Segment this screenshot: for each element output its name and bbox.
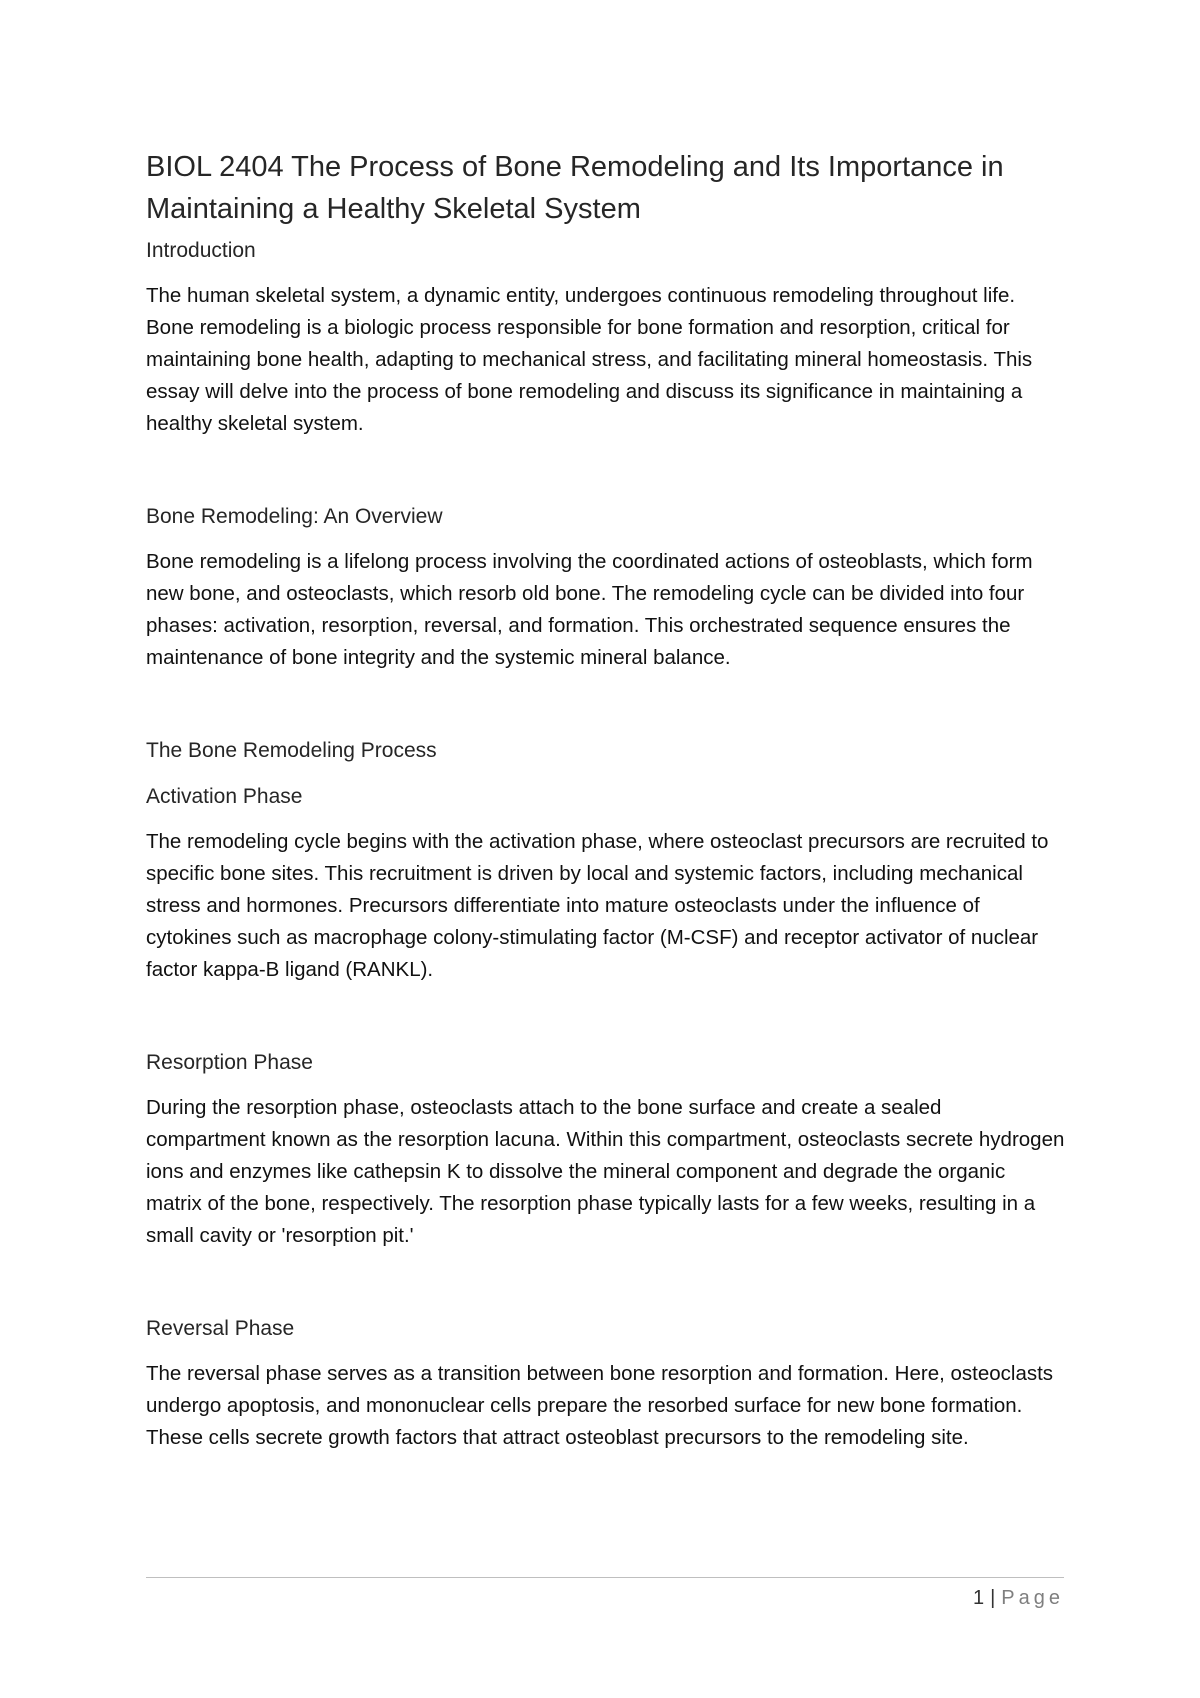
section-body-introduction: The human skeletal system, a dynamic entity, undergoes continuous remodeling throughout life. Bone remodeling is a biologic process responsible for bone formation and resorption, critical for maintaining bone health, adapting to mechanical stress, and facilitating mineral homeostasis. This essay will delve into the process of bone remodeling and discuss its significance in maintaining a healthy skeletal system. <box>146 284 1033 435</box>
section-body-reversal: The reversal phase serves as a transition between bone resorption and formation. Here, osteoclasts undergo apoptosis, and mononuclear cells prepare the resorbed surface for new bone formation. These cells secrete growth factors that attract osteoblast precursors to the remodeling site. <box>146 1362 1054 1449</box>
section-heading-overview: Bone Remodeling: An Overview <box>146 505 443 528</box>
section-body-resorption: During the resorption phase, osteoclasts attach to the bone surface and create a sealed compartment known as the resorption lacuna. Within this compartment, osteoclasts secrete hydrogen ions and enzymes like cathepsin K to dissolve the mineral component and degrade the organic matrix of the bone, respectively. The resorption phase typically lasts for a few weeks, resulting in a small cavity or 'resorption pit.' <box>146 1096 1065 1247</box>
section-body-overview: Bone remodeling is a lifelong process involving the coordinated actions of osteoblasts, which form new bone, and osteoclasts, which resorb old bone. The remodeling cycle can be divided into four phases: activation, resorption, reversal, and formation. This orchestrated sequence ensures the maintenance of bone integrity and the systemic mineral balance. <box>146 550 1033 669</box>
document-title: BIOL 2404 The Process of Bone Remodeling and Its Importance in Maintaining a Healthy Skeletal System <box>146 151 1004 225</box>
footer-separator: | <box>990 1587 996 1609</box>
section-heading-activation: Activation Phase <box>146 785 303 808</box>
page-number: 1 <box>972 1587 985 1609</box>
section-heading-introduction: Introduction <box>146 239 256 262</box>
section-body-activation: The remodeling cycle begins with the activation phase, where osteoclast precursors are recruited to specific bone sites. This recruitment is driven by local and systemic factors, including mechanical stress and hormones. Precursors differentiate into mature osteoclasts under the influence of cytokines such as macrophage colony-stimulating factor (M-CSF) and receptor activator of nuclear factor kappa-B ligand (RANKL). <box>146 830 1049 981</box>
page-label: Page <box>1001 1587 1064 1609</box>
section-heading-process: The Bone Remodeling Process <box>146 739 437 762</box>
footer-divider <box>146 1577 1064 1578</box>
section-heading-reversal: Reversal Phase <box>146 1317 295 1340</box>
page-footer <box>973 1584 1064 1612</box>
section-heading-resorption: Resorption Phase <box>146 1051 313 1074</box>
page-content <box>146 146 1066 1484</box>
